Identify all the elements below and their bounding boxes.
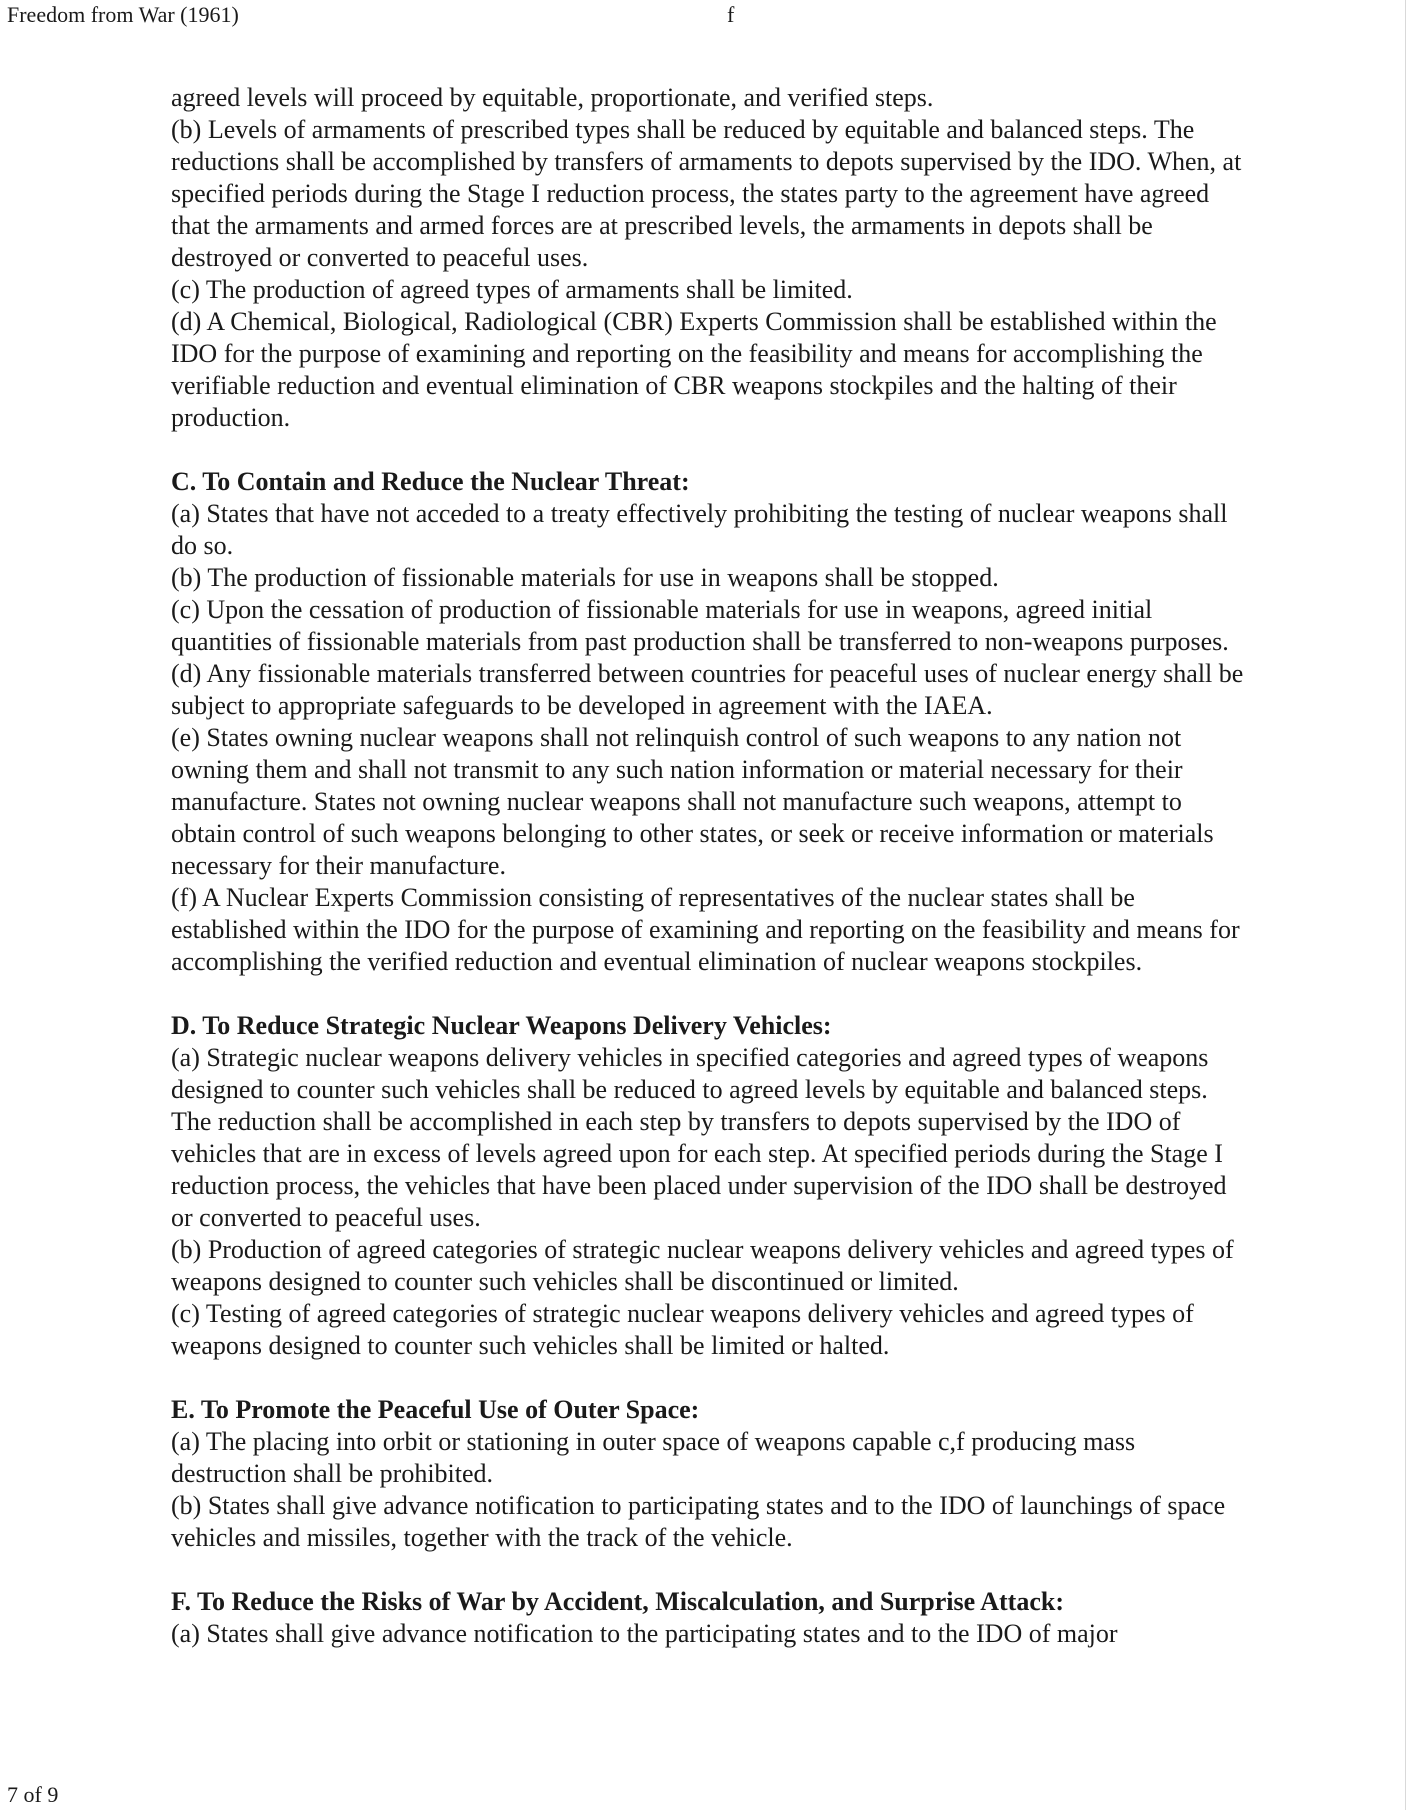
paragraph-b: (b) Production of agreed categories of strategic nuclear weapons delivery vehicles and agreed types of weapons designed to counter such vehicles shall be discontinued or limited. xyxy=(171,1235,1234,1296)
section-d xyxy=(171,1010,1251,1362)
paragraph-c: (c) The production of agreed types of armaments shall be limited. xyxy=(171,275,853,304)
section-stage-i-continued xyxy=(171,82,1251,434)
paragraph-b: (b) The production of fissionable materials for use in weapons shall be stopped. xyxy=(171,563,999,592)
paragraph-c: (c) Upon the cessation of production of fissionable materials for use in weapons, agreed initial quantities of fissionable materials from past production shall be transferred to non-weapons purposes. xyxy=(171,595,1229,656)
section-c xyxy=(171,466,1251,978)
paragraph-f: (f) A Nuclear Experts Commission consisting of representatives of the nuclear states shall be established within the IDO for the purpose of examining and reporting on the feasibility and means for accomplishing the verified reduction and eventual elimination of nuclear weapons stockpiles. xyxy=(171,883,1240,976)
paragraph-e: (e) States owning nuclear weapons shall not relinquish control of such weapons to any nation not owning them and shall not transmit to any such nation information or material necessary for their manufacture. States not owning nuclear weapons shall not manufacture such weapons, attempt to obtain control of such weapons belonging to other states, or seek or receive information or materials necessary for their manufacture. xyxy=(171,723,1214,880)
paragraph-a: (a) Strategic nuclear weapons delivery vehicles in specified categories and agreed types of weapons designed to counter such vehicles shall be reduced to agreed levels by equitable and balanced steps. The reduction shall be accomplished in each step by transfers to depots supervised by the IDO of vehicles that are in excess of levels agreed upon for each step. At specified periods during the Stage I reduction process, the vehicles that have been placed under supervision of the IDO shall be destroyed or converted to peaceful uses. xyxy=(171,1043,1227,1232)
page-header xyxy=(0,0,1406,40)
paragraph-c: (c) Testing of agreed categories of strategic nuclear weapons delivery vehicles and agreed types of weapons designed to counter such vehicles shall be limited or halted. xyxy=(171,1299,1194,1360)
paragraph-d: (d) Any fissionable materials transferred between countries for peaceful uses of nuclear energy shall be subject to appropriate safeguards to be developed in agreement with the IAEA. xyxy=(171,659,1244,720)
section-f xyxy=(171,1586,1251,1650)
header-mark: f xyxy=(727,2,735,27)
document-body xyxy=(171,82,1251,1650)
paragraph-continued: agreed levels will proceed by equitable, proportionate, and verified steps. xyxy=(171,83,934,112)
paragraph-d: (d) A Chemical, Biological, Radiological (CBR) Experts Commission shall be established within the IDO for the purpose of examining and reporting on the feasibility and means for accomplishing the verifiable reduction and eventual elimination of CBR weapons stockpiles and the halting of their production. xyxy=(171,307,1217,432)
document-title: Freedom from War (1961) xyxy=(7,2,239,27)
page-indicator: 7 of 9 xyxy=(7,1782,59,1807)
section-heading: F. To Reduce the Risks of War by Accident, Miscalculation, and Surprise Attack: xyxy=(171,1587,1064,1616)
paragraph-b: (b) States shall give advance notification to participating states and to the IDO of launchings of space vehicles and missiles, together with the track of the vehicle. xyxy=(171,1491,1226,1552)
paragraph-a: (a) States shall give advance notification to the participating states and to the IDO of major xyxy=(171,1619,1118,1648)
section-heading: D. To Reduce Strategic Nuclear Weapons Delivery Vehicles: xyxy=(171,1011,832,1040)
section-e xyxy=(171,1394,1251,1554)
paragraph-a: (a) States that have not acceded to a treaty effectively prohibiting the testing of nuclear weapons shall do so. xyxy=(171,499,1228,560)
paragraph-b: (b) Levels of armaments of prescribed types shall be reduced by equitable and balanced steps. The reductions shall be accomplished by transfers of armaments to depots supervised by the IDO. When, at specified periods during the Stage I reduction process, the states party to the agreement have agreed that the armaments and armed forces are at prescribed levels, the armaments in depots shall be destroyed or converted to peaceful uses. xyxy=(171,115,1242,272)
paragraph-a: (a) The placing into orbit or stationing in outer space of weapons capable c,f producing mass destruction shall be prohibited. xyxy=(171,1427,1136,1488)
section-heading: C. To Contain and Reduce the Nuclear Threat: xyxy=(171,467,690,496)
section-heading: E. To Promote the Peaceful Use of Outer Space: xyxy=(171,1395,700,1424)
